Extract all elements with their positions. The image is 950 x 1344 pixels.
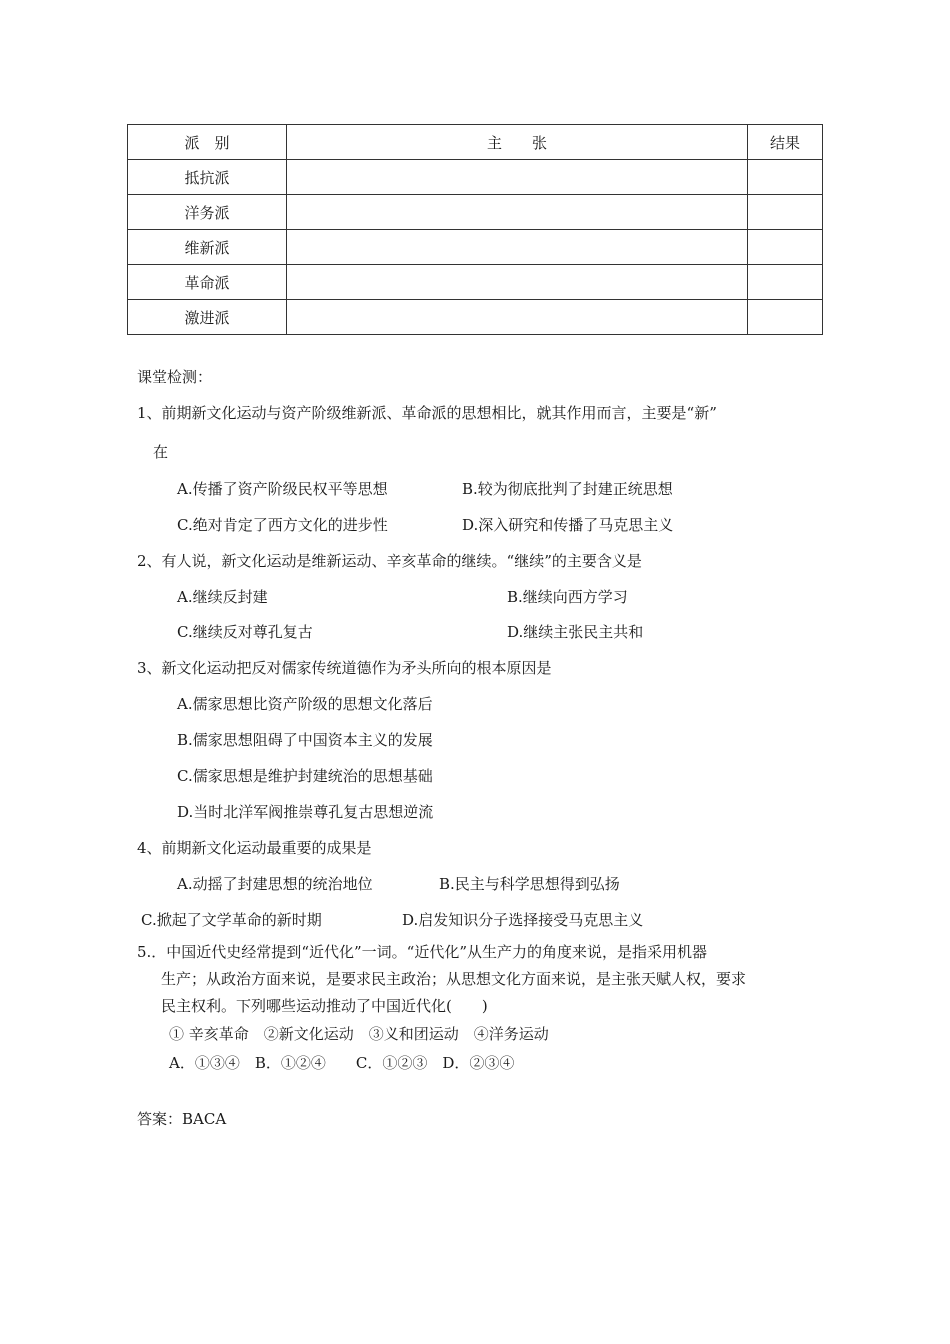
result-cell	[748, 160, 823, 195]
question-1-option-a: A.传播了资产阶级民权平等思想	[177, 480, 388, 498]
claims-cell	[287, 160, 748, 195]
faction-cell: 抵抗派	[128, 160, 287, 195]
claims-cell	[287, 300, 748, 335]
answer-key: 答案：BACA	[137, 1110, 227, 1128]
question-1-option-d: D.深入研究和传播了马克思主义	[462, 516, 674, 534]
question-5-stem-line3: 民主权利。下列哪些运动推动了中国近代化( )	[161, 997, 488, 1015]
question-1-stem: 1、前期新文化运动与资产阶级维新派、革命派的思想相比，就其作用而言，主要是“新”	[137, 404, 717, 422]
table-row	[128, 160, 823, 195]
table-row	[128, 195, 823, 230]
result-cell	[748, 230, 823, 265]
question-3-stem: 3、新文化运动把反对儒家传统道德作为矛头所向的根本原因是	[137, 659, 552, 677]
faction-cell: 革命派	[128, 265, 287, 300]
result-cell	[748, 300, 823, 335]
claims-cell	[287, 265, 748, 300]
question-2-stem: 2、有人说，新文化运动是维新运动、辛亥革命的继续。“继续”的主要含义是	[137, 552, 642, 570]
question-5-stem-line1: 5.．中国近代史经常提到“近代化”一词。“近代化”从生产力的角度来说，是指采用机器	[137, 943, 707, 961]
question-4-stem: 4、前期新文化运动最重要的成果是	[137, 839, 372, 857]
section-title: 课堂检测：	[137, 368, 213, 386]
question-1-option-c: C.绝对肯定了西方文化的进步性	[177, 516, 388, 534]
faction-table	[127, 124, 823, 335]
question-5-items: ① 辛亥革命 ②新文化运动 ③义和团运动 ④洋务运动	[169, 1025, 549, 1043]
faction-cell: 洋务派	[128, 195, 287, 230]
question-3-option-d: D.当时北洋军阀推崇尊孔复古思想逆流	[177, 803, 434, 821]
header-result: 结果	[748, 125, 823, 160]
header-faction: 派 别	[128, 125, 287, 160]
question-4-option-b: B.民主与科学思想得到弘扬	[439, 875, 620, 893]
question-4-option-a: A.动摇了封建思想的统治地位	[177, 875, 373, 893]
question-1-option-b: B.较为彻底批判了封建正统思想	[462, 480, 673, 498]
result-cell	[748, 195, 823, 230]
question-1-stem-cont: 在	[153, 443, 169, 461]
header-claims: 主 张	[287, 125, 748, 160]
question-5-options: A．①③④ B．①②④ C．①②③ D．②③④	[169, 1054, 515, 1072]
question-2-option-d: D.继续主张民主共和	[507, 623, 644, 641]
claims-cell	[287, 195, 748, 230]
question-3-option-b: B.儒家思想阻碍了中国资本主义的发展	[177, 731, 433, 749]
faction-cell: 激进派	[128, 300, 287, 335]
question-4-option-c: C.掀起了文学革命的新时期	[141, 911, 322, 929]
question-3-option-a: A.儒家思想比资产阶级的思想文化落后	[177, 695, 433, 713]
table-row	[128, 230, 823, 265]
question-3-option-c: C.儒家思想是维护封建统治的思想基础	[177, 767, 433, 785]
question-2-option-c: C.继续反对尊孔复古	[177, 623, 313, 641]
question-4-option-d: D.启发知识分子选择接受马克思主义	[402, 911, 644, 929]
table-row	[128, 265, 823, 300]
faction-cell: 维新派	[128, 230, 287, 265]
question-5-stem-line2: 生产；从政治方面来说，是要求民主政治；从思想文化方面来说，是主张天赋人权，要求	[161, 970, 747, 988]
claims-cell	[287, 230, 748, 265]
table-header-row	[128, 125, 823, 160]
question-2-option-a: A.继续反封建	[177, 588, 268, 606]
question-2-option-b: B.继续向西方学习	[507, 588, 628, 606]
result-cell	[748, 265, 823, 300]
table-row	[128, 300, 823, 335]
